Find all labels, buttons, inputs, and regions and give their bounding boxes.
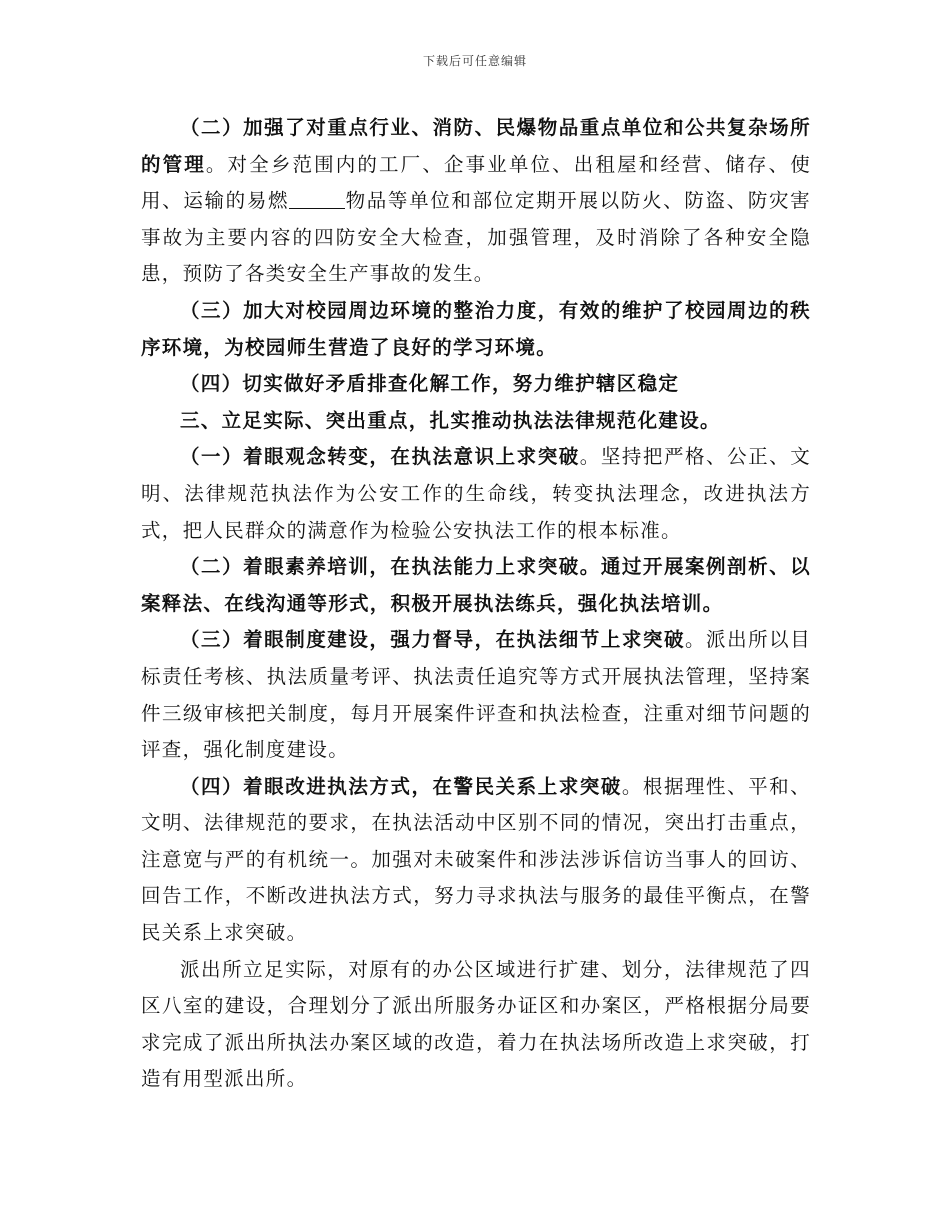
paragraph-text: 。派出所以目标责任考核、执法质量考评、执法责任追究等方式开展执法管理，坚持案件三级审核把关制度，每月开展案件评查和执法检查，注重对细节问题的评查，强化制度建设。	[141, 628, 811, 762]
section-heading-three	[141, 403, 811, 440]
paragraph-text: 。根据理性、平和、文明、法律规范的要求，在执法活动中区别不同的情况，突出打击重点，注意宽与严的有机统一。加强对未破案件和涉法涉诉信访当事人的回访、回告工作，不断改进执法方式，努力寻求执法与服务的最佳平衡点，在警民关系上求突破。	[141, 774, 811, 945]
paragraph-concept	[141, 439, 811, 549]
paragraph-conflict	[141, 366, 811, 403]
document-body	[141, 110, 811, 1098]
heading-training: （二）着眼素养培训，在执法能力上求突破。通过开展案例剖析、以案释法、在线沟通等形式，积极开展执法练兵，强化执法培训。	[141, 555, 811, 615]
paragraph-police-relations	[141, 769, 811, 952]
heading-police-relations: （四）着眼改进执法方式，在警民关系上求突破	[180, 774, 622, 798]
paragraph-station-areas	[141, 952, 811, 1098]
heading-system: （三）着眼制度建设，强力督导，在执法细节上求突破	[180, 628, 685, 652]
fill-blank	[289, 188, 345, 209]
heading-key-units: （二）加强了对重点行业、消防、民爆物品重点单位和公共复杂场所的管理	[141, 116, 811, 176]
heading-conflict: （四）切实做好矛盾排查化解工作，努力维护辖区稳定	[180, 372, 680, 396]
paragraph-system	[141, 622, 811, 768]
section-title: 三、立足实际、突出重点，扎实推动执法法律规范化建设。	[180, 408, 721, 432]
paragraph-text: 。对全乡范围内的工厂、企事业单位、出租屋和经营、储存、使用、运输的易燃	[141, 152, 811, 213]
paragraph-management	[141, 110, 811, 293]
heading-campus: （三）加大对校园周边环境的整治力度，有效的维护了校园周边的秩序环境，为校园师生营造了良好的学习环境。	[141, 298, 811, 359]
page-header-note: 下载后可任意编辑	[422, 54, 527, 68]
paragraph-text: 物品等单位和部位定期开展以防火、防盗、防灾害事故为主要内容的四防安全大检查，加强管理，及时消除了各种安全隐患，预防了各类安全生产事故的发生。	[141, 189, 811, 286]
heading-concept: （一）着眼观念转变，在执法意识上求突破	[180, 445, 580, 469]
paragraph-text: 。坚持把严格、公正、文明、法律规范执法作为公安工作的生命线，转变执法理念，改进执法方式，把人民群众的满意作为检验公安执法工作的根本标准。	[141, 445, 811, 542]
paragraph-text: 派出所立足实际，对原有的办公区域进行扩建、划分，法律规范了四区八室的建设，合理划分了派出所服务办证区和办案区，严格根据分局要求完成了派出所执法办案区域的改造，着力在执法场所改造上求突破，打造有用型派出所。	[141, 957, 811, 1091]
paragraph-campus	[141, 293, 811, 366]
paragraph-training	[141, 549, 811, 622]
